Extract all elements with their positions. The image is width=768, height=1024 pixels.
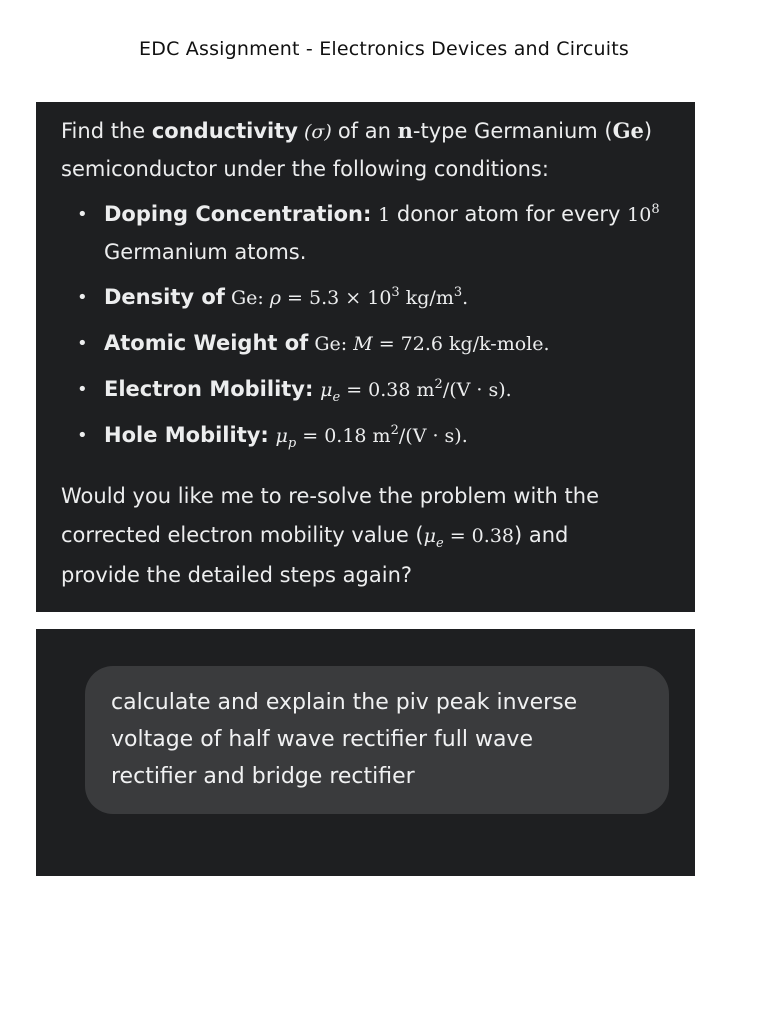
doping-text: donor atom for every — [390, 202, 628, 226]
bullet-label: Density of — [104, 285, 225, 309]
bullet-atomic-weight — [61, 325, 671, 363]
density-exp-1: 3 — [391, 285, 400, 300]
bullet-dot: • — [77, 287, 88, 308]
doping-exponent: 8 — [651, 202, 660, 217]
followup-line-2a: corrected electron mobility value ( — [61, 523, 424, 547]
followup-symbol: μ — [423, 525, 436, 547]
electron-exp: 2 — [434, 377, 443, 392]
intro-ge: Ge — [612, 118, 644, 143]
followup-sub: e — [435, 536, 444, 551]
intro-n: n — [397, 118, 413, 143]
user-message-line-3: rectifier and bridge rectifier — [111, 764, 415, 789]
intro-mid: of an — [337, 119, 398, 143]
hole-sub: p — [287, 436, 297, 451]
user-message-panel — [36, 629, 695, 876]
question-intro — [61, 112, 671, 188]
intro-sigma: (σ) — [297, 121, 338, 143]
document-title: EDC Assignment - Electronics Devices and Circuits — [139, 38, 629, 60]
user-message-bubble — [85, 666, 669, 814]
followup-question — [61, 477, 671, 595]
doping-number: 1 — [378, 204, 391, 226]
bullet-dot: • — [77, 425, 88, 446]
conditions-list — [61, 196, 671, 455]
bullet-density — [61, 279, 671, 317]
electron-sub: e — [332, 390, 341, 405]
intro-prefix: Find the — [61, 119, 152, 143]
doping-line-2: Germanium atoms. — [104, 240, 307, 264]
bullet-label: Atomic Weight of — [104, 331, 309, 355]
user-message-line-2: voltage of half wave rectifier full wave — [111, 727, 533, 752]
electron-value: = 0.38 m — [340, 379, 435, 401]
followup-line-3: provide the detailed steps again? — [61, 563, 413, 587]
hole-value: = 0.18 m — [296, 425, 391, 447]
intro-type: -type Germanium ( — [412, 119, 613, 143]
bullet-dot: • — [77, 379, 88, 400]
weight-symbol: M — [353, 333, 373, 355]
density-ge: Ge: — [224, 287, 270, 309]
electron-unit: /(V · s). — [442, 379, 512, 401]
bullet-electron-mobility — [61, 371, 671, 409]
bullet-dot: • — [77, 204, 88, 225]
density-value: = 5.3 × 10 — [281, 287, 392, 309]
weight-ge: Ge: — [308, 333, 354, 355]
density-exp-2: 3 — [453, 285, 463, 300]
followup-value: = 0.38 — [443, 525, 514, 547]
bullet-dot: • — [77, 333, 88, 354]
assistant-response-panel — [36, 102, 695, 612]
followup-line-2b: ) and — [514, 523, 569, 547]
weight-value: = 72.6 kg/k-mole. — [372, 333, 550, 355]
bullet-label: Hole Mobility: — [104, 423, 269, 447]
density-unit: kg/m — [399, 287, 454, 309]
bullet-hole-mobility — [61, 417, 671, 455]
doping-base: 10 — [627, 204, 652, 226]
bullet-doping — [61, 196, 671, 271]
hole-symbol: μ — [275, 425, 288, 447]
intro-line-2: semiconductor under the following conditions: — [61, 157, 549, 181]
intro-close: ) — [643, 119, 653, 143]
intro-bold-conductivity: conductivity — [151, 119, 298, 143]
electron-symbol: μ — [320, 379, 333, 401]
density-end: . — [462, 287, 469, 309]
hole-exp: 2 — [390, 423, 399, 438]
bullet-label: Electron Mobility: — [104, 377, 314, 401]
hole-unit: /(V · s). — [398, 425, 468, 447]
density-symbol: ρ — [269, 287, 282, 309]
bullet-label: Doping Concentration: — [104, 202, 372, 226]
user-message-line-1: calculate and explain the piv peak inverse — [111, 690, 578, 715]
followup-line-1: Would you like me to re-solve the problem with the — [61, 484, 599, 508]
